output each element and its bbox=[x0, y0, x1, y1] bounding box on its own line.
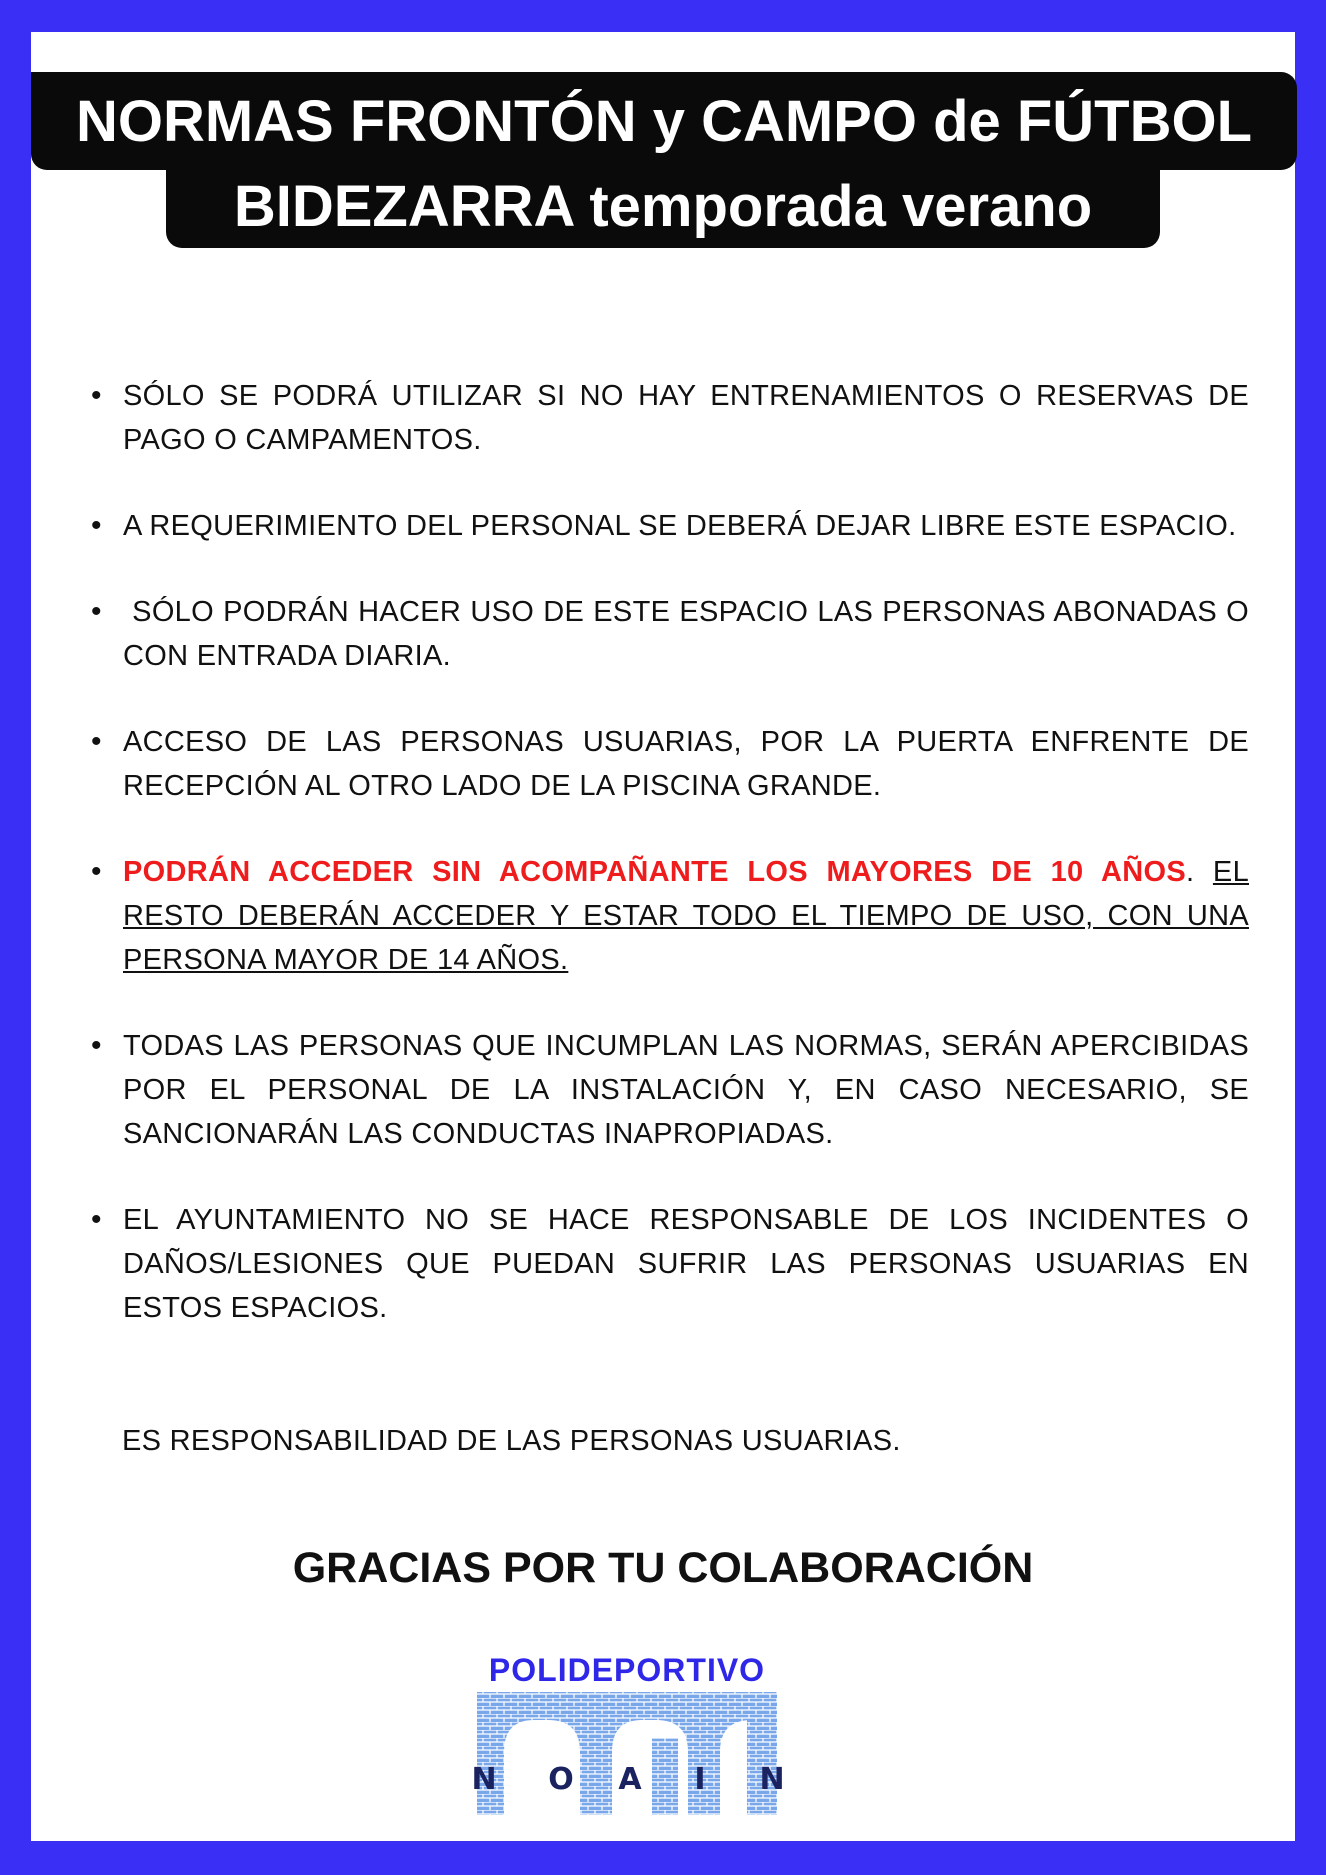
logo-letter-n2: N bbox=[759, 1762, 785, 1797]
notice-sheet bbox=[31, 32, 1295, 1841]
aqueduct-arches-icon bbox=[452, 1690, 802, 1817]
logo-title: POLIDEPORTIVO bbox=[488, 1652, 766, 1688]
age-warning: PODRÁN ACCEDER SIN ACOMPAÑANTE LOS MAYORES DE 10 AÑOS bbox=[123, 856, 1186, 888]
rule-liability: • EL AYUNTAMIENTO NO SE HACE RESPONSABLE DE LOS INCIDENTES O DAÑOS/LESIONES QUE PUEDAN SUFRIR LAS PERSONAS USUARIAS EN ESTOS ESPACIOS. bbox=[91, 1198, 1249, 1330]
logo-letter-n1: N bbox=[471, 1762, 497, 1797]
logo-letter-o: O bbox=[548, 1762, 574, 1797]
logo-letter-i: I bbox=[694, 1762, 706, 1797]
rule-schedule: • SÓLO SE PODRÁ UTILIZAR SI NO HAY ENTRENAMIENTOS O RESERVAS DE PAGO O CAMPAMENTOS. bbox=[91, 374, 1249, 462]
rules-list bbox=[91, 374, 1258, 1372]
rule-age-limit bbox=[91, 850, 1249, 982]
responsibility-note: ES RESPONSABILIDAD DE LAS PERSONAS USUARIAS. bbox=[122, 1425, 901, 1457]
rule-members-only: • SÓLO PODRÁN HACER USO DE ESTE ESPACIO LAS PERSONAS ABONADAS O CON ENTRADA DIARIA. bbox=[91, 590, 1249, 678]
title-line-1: NORMAS FRONTÓN y CAMPO de FÚTBOL bbox=[31, 72, 1297, 170]
rule-access-door: • ACCESO DE LAS PERSONAS USUARIAS, POR LA PUERTA ENFRENTE DE RECEPCIÓN AL OTRO LADO DE LA PISCINA GRANDE. bbox=[91, 720, 1249, 808]
rule-staff-request: • A REQUERIMIENTO DEL PERSONAL SE DEBERÁ DEJAR LIBRE ESTE ESPACIO. bbox=[91, 504, 1249, 548]
age-companion-rule: EL RESTO DEBERÁN ACCEDER Y ESTAR TODO EL TIEMPO DE USO, CON UNA PERSONA MAYOR DE 14 AÑOS. bbox=[123, 856, 1249, 976]
age-warning-period: . bbox=[1185, 856, 1195, 888]
logo-letter-a: A bbox=[618, 1762, 642, 1797]
thanks-message: GRACIAS POR TU COLABORACIÓN bbox=[292, 1544, 1034, 1592]
polideportivo-noain-logo bbox=[452, 1650, 802, 1817]
title-line-2: BIDEZARRA temporada verano bbox=[166, 164, 1160, 248]
rule-sanctions: • TODAS LAS PERSONAS QUE INCUMPLAN LAS NORMAS, SERÁN APERCIBIDAS POR EL PERSONAL DE LA INSTALACIÓN Y, EN CASO NECESARIO, SE SANCIONARÁN LAS CONDUCTAS INAPROPIADAS. bbox=[91, 1024, 1249, 1156]
